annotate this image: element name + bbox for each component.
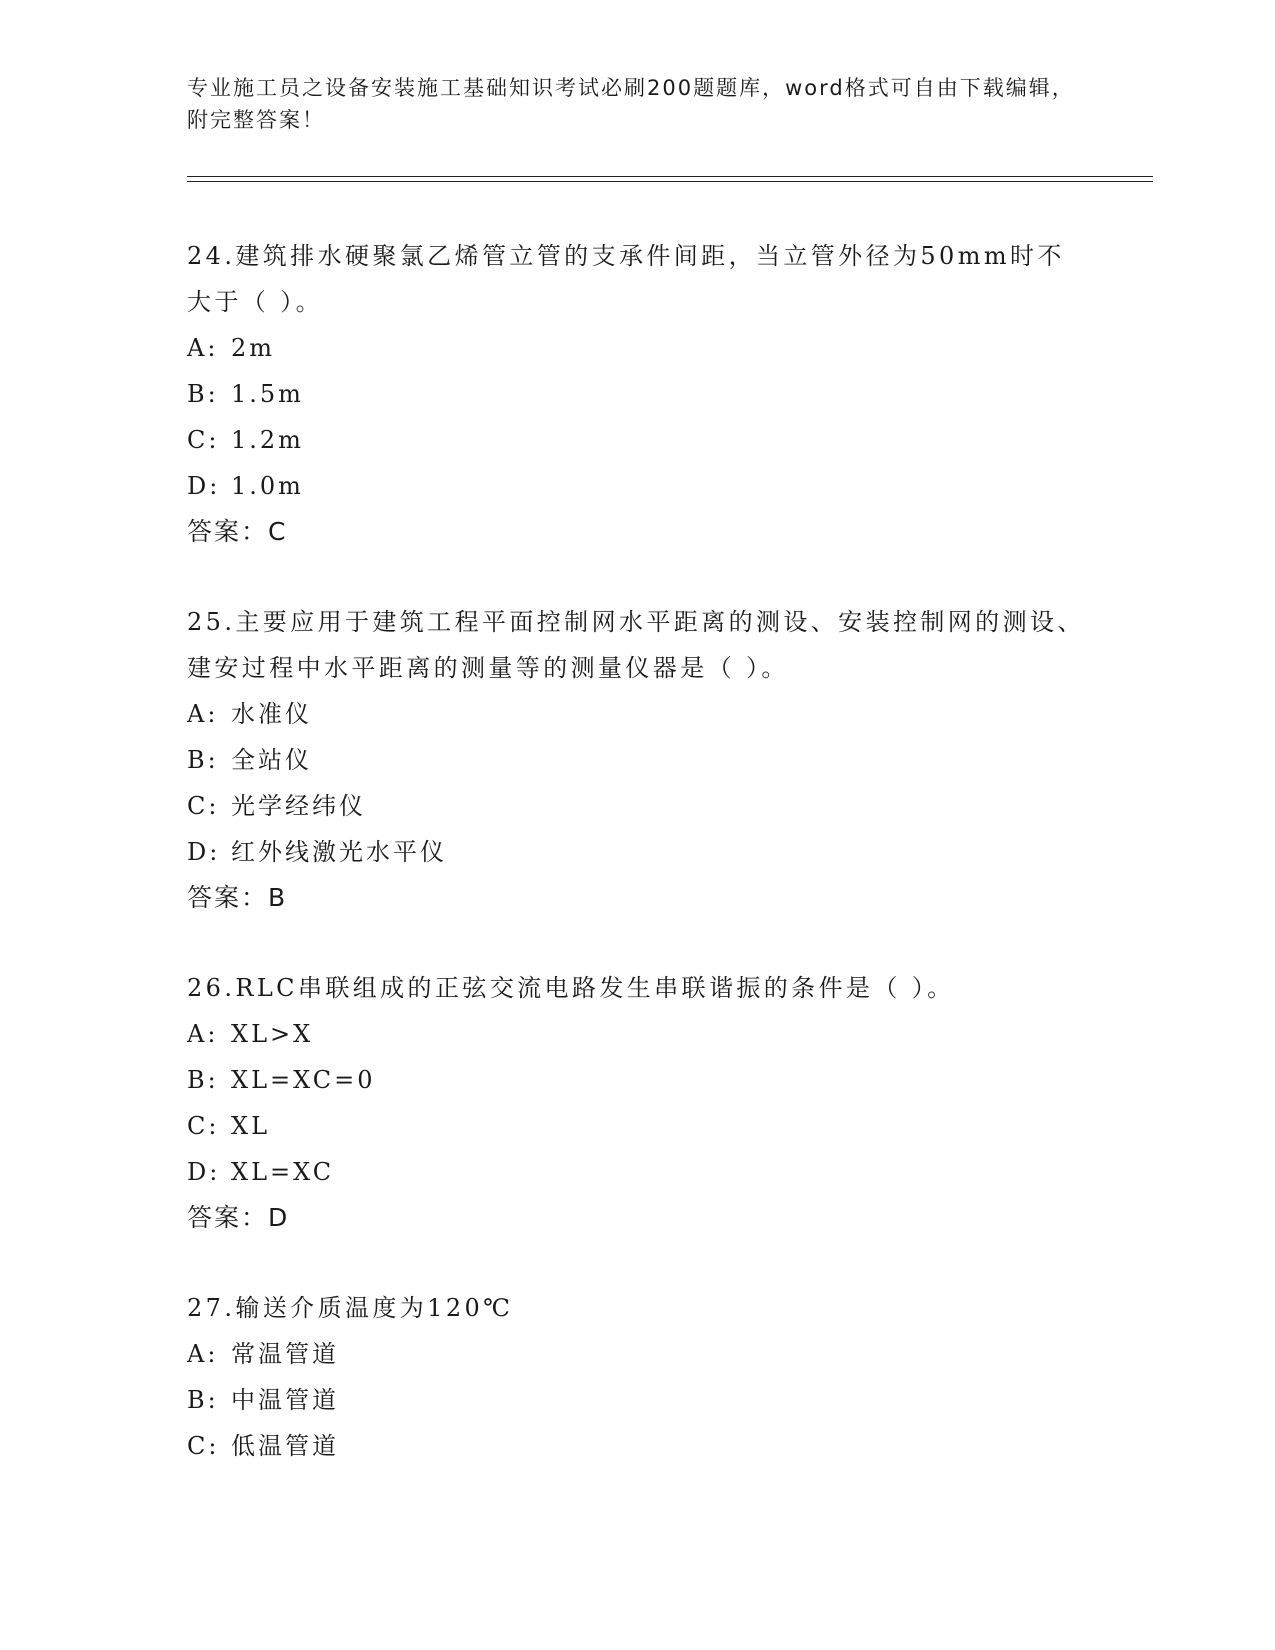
option-a (187, 1331, 1087, 1377)
option-letter: B: (187, 1386, 219, 1414)
option-letter: C: (187, 792, 220, 820)
option-letter: C: (187, 1112, 220, 1140)
question-27 (187, 1285, 1087, 1469)
answer: 答案：C (187, 517, 288, 546)
option-text: XL=XC=0 (231, 1066, 376, 1094)
question-stem: 25.主要应用于建筑工程平面控制网水平距离的测设、安装控制网的测设、建安过程中水平距离的测量等的测量仪器是（ ）。 (187, 608, 1085, 682)
option-c (187, 417, 1087, 463)
option-letter: C: (187, 1432, 220, 1460)
option-text: 1.0m (231, 472, 304, 500)
option-text: 中温管道 (231, 1386, 339, 1414)
question-25 (187, 599, 1087, 921)
option-a (187, 1011, 1087, 1057)
option-letter: B: (187, 746, 219, 774)
option-letter: B: (187, 1066, 219, 1094)
option-d (187, 1149, 1087, 1195)
option-text: XL (231, 1112, 271, 1140)
question-24 (187, 233, 1087, 555)
option-text: 水准仪 (231, 700, 312, 728)
answer: 答案：B (187, 883, 288, 912)
question-stem: 26.RLC串联组成的正弦交流电路发生串联谐振的条件是（ ）。 (187, 974, 955, 1002)
option-text: XL>X (231, 1020, 314, 1048)
option-letter: D: (187, 472, 221, 500)
option-text: 红外线激光水平仪 (231, 838, 447, 866)
option-text: 低温管道 (231, 1432, 339, 1460)
option-c (187, 1423, 1087, 1469)
header-divider-bottom (187, 181, 1153, 182)
option-letter: C: (187, 426, 220, 454)
option-text: 光学经纬仪 (231, 792, 366, 820)
option-text: 常温管道 (231, 1340, 339, 1368)
option-text: 1.2m (231, 426, 304, 454)
option-letter: A: (187, 700, 219, 728)
option-c (187, 783, 1087, 829)
option-letter: B: (187, 380, 219, 408)
option-letter: A: (187, 1020, 219, 1048)
document-header: 专业施工员之设备安装施工基础知识考试必刷200题题库，word格式可自由下载编辑，附完整答案！ (187, 76, 1075, 132)
option-letter: A: (187, 1340, 219, 1368)
option-text: 1.5m (231, 380, 304, 408)
option-d (187, 463, 1087, 509)
option-letter: A: (187, 334, 219, 362)
option-b (187, 1377, 1087, 1423)
option-d (187, 829, 1087, 875)
option-letter: D: (187, 838, 221, 866)
option-text: 2m (231, 334, 276, 362)
question-26 (187, 965, 1087, 1241)
option-b (187, 1057, 1087, 1103)
option-letter: D: (187, 1158, 221, 1186)
option-text: 全站仪 (231, 746, 312, 774)
answer: 答案：D (187, 1203, 290, 1232)
option-a (187, 691, 1087, 737)
header-divider-top (187, 176, 1153, 177)
option-b (187, 371, 1087, 417)
option-text: XL=XC (231, 1158, 335, 1186)
question-stem: 24.建筑排水硬聚氯乙烯管立管的支承件间距，当立管外径为50mm时不大于（ ）。 (187, 242, 1065, 316)
option-b (187, 737, 1087, 783)
option-c (187, 1103, 1087, 1149)
question-stem: 27.输送介质温度为120℃ (187, 1294, 514, 1322)
option-a (187, 325, 1087, 371)
